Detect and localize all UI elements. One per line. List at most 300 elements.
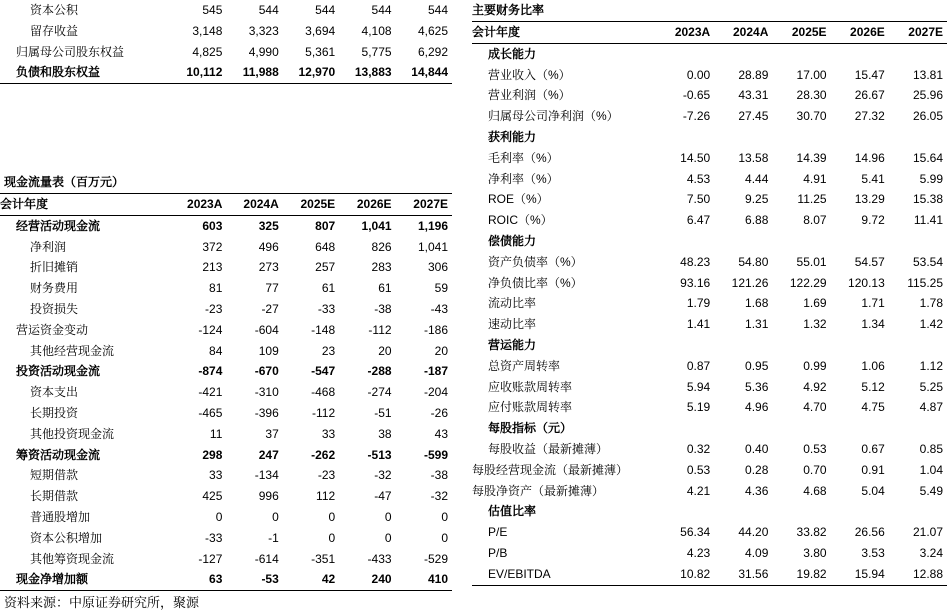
cell-value: 5.04 [861, 483, 885, 498]
cell-value: 2023A [170, 194, 226, 216]
row-label: 营业收入（%） [488, 67, 571, 82]
cell-value: 5.12 [861, 379, 885, 394]
cell-value [714, 127, 772, 148]
table-row [0, 507, 452, 528]
row-label: 其他投资现金流 [30, 426, 115, 441]
cell-value: 0 [384, 530, 392, 545]
cell-value: 2024A [714, 22, 772, 44]
cell-value [656, 231, 714, 252]
table-row [472, 418, 947, 439]
cell-value: 4.21 [686, 483, 711, 498]
table-row [472, 169, 947, 190]
table-row [472, 543, 947, 564]
cell-value: -38 [374, 301, 392, 316]
cell-value: 33 [321, 426, 336, 441]
row-label: 获利能力 [488, 129, 537, 144]
row-label: 每股经营现金流（最新摊薄） [472, 462, 629, 477]
cell-value: -33 [205, 530, 223, 545]
cell-value: 240 [339, 569, 395, 590]
cell-value: 122.29 [789, 275, 827, 290]
cell-value: 54.80 [738, 254, 769, 269]
cell-value: 109 [258, 343, 279, 358]
cell-value: 1.41 [686, 317, 711, 332]
cell-value: 14.50 [680, 150, 711, 165]
cell-value: 15.94 [831, 564, 889, 585]
cell-value: 0 [384, 509, 392, 524]
cell-value: -23 [205, 301, 223, 316]
table-row [472, 460, 947, 481]
table-row [0, 42, 452, 63]
cell-value: -7.26 [682, 109, 711, 124]
cell-value [889, 418, 947, 439]
row-label: 应付账款周转率 [488, 400, 573, 415]
cell-value: 61 [321, 281, 336, 296]
row-label: 会计年度 [472, 22, 656, 44]
cell-value: 28.30 [796, 88, 827, 103]
cell-value: -262 [311, 447, 336, 462]
cell-value: 0 [272, 509, 279, 524]
cell-value: 6.47 [686, 213, 711, 228]
cell-value: 4.44 [745, 171, 769, 186]
cell-value: -112 [312, 405, 336, 420]
cell-value: 9.25 [745, 192, 769, 207]
cell-value: -874 [198, 364, 223, 379]
table-row [472, 106, 947, 127]
cell-value: 4.68 [803, 483, 827, 498]
row-label: P/B [488, 545, 508, 560]
cell-value: -23 [317, 468, 336, 483]
cell-value: 4.91 [803, 171, 827, 186]
cell-value: -288 [367, 364, 392, 379]
cell-value: 3.53 [861, 545, 885, 560]
cell-value: 115.25 [907, 275, 943, 290]
table-header-row [472, 22, 947, 44]
cell-value [772, 43, 830, 64]
cell-value: 3,323 [248, 23, 279, 38]
cell-value: 5.41 [861, 171, 885, 186]
row-label: ROIC（%） [488, 213, 553, 228]
table-row [472, 189, 947, 210]
cell-value: 37 [265, 426, 279, 441]
cell-value: 112 [316, 489, 336, 504]
cell-value: 43.31 [738, 88, 769, 103]
row-label: 资本公积 [30, 3, 79, 17]
cell-value [772, 231, 830, 252]
cell-value: 54.57 [854, 254, 885, 269]
cell-value: 5,775 [361, 44, 392, 59]
row-label: 每股收益（最新摊薄） [488, 441, 609, 456]
cell-value: 33.82 [796, 525, 827, 540]
cell-value: 10,112 [170, 62, 226, 83]
table-row [472, 439, 947, 460]
table-row [0, 62, 452, 83]
cell-value: 0.85 [919, 441, 943, 456]
cell-value: 12.88 [889, 564, 947, 585]
row-label: 资产负债率（%） [488, 254, 583, 269]
cell-value: 0.67 [861, 441, 885, 456]
table-row [472, 564, 947, 585]
table-row [0, 341, 452, 362]
cell-value: 1.32 [803, 317, 827, 332]
cell-value: 0.40 [745, 441, 769, 456]
cell-value [656, 43, 714, 64]
table-row [0, 299, 452, 320]
cell-value: -27 [261, 301, 279, 316]
cell-value: 3,694 [305, 23, 336, 38]
cell-value: 26.05 [912, 109, 943, 124]
table-row [472, 314, 947, 335]
cell-value [831, 418, 889, 439]
table-row [472, 252, 947, 273]
cell-value: 20 [378, 343, 392, 358]
cell-value: 0 [328, 509, 336, 524]
cell-value: -124 [198, 322, 223, 337]
cell-value: 13.58 [738, 150, 769, 165]
cell-value: 1.12 [919, 358, 943, 373]
row-label: 负债和股东权益 [0, 62, 170, 83]
cell-value: 21.07 [912, 525, 943, 540]
row-label: 净利润 [30, 239, 67, 254]
cell-value: 1.71 [861, 296, 885, 311]
table-row [0, 424, 452, 445]
cell-value: -32 [374, 468, 392, 483]
cell-value: -43 [430, 301, 448, 316]
cell-value: 12,970 [283, 62, 339, 83]
cell-value: 120.13 [848, 275, 885, 290]
cell-value: 7.50 [686, 192, 711, 207]
cell-value: 42 [283, 569, 339, 590]
table-row [472, 43, 947, 64]
cell-value: 0.91 [861, 462, 885, 477]
cell-value: 544 [315, 3, 336, 17]
row-label: 应收账款周转率 [488, 379, 573, 394]
cell-value: 1,041 [361, 218, 392, 233]
cell-value: -421 [198, 385, 223, 400]
cell-value: 4.87 [919, 400, 943, 415]
cell-value: 4,825 [192, 44, 223, 59]
table-row [0, 237, 452, 258]
cell-value: 2025E [283, 194, 339, 216]
table-row [0, 320, 452, 341]
table-row [472, 273, 947, 294]
cell-value: 4.70 [803, 400, 827, 415]
cell-value: -465 [198, 405, 223, 420]
cell-value: -468 [311, 385, 336, 400]
cell-value: 30.70 [796, 109, 827, 124]
row-label: 每股净资产（最新摊薄） [472, 483, 605, 498]
table-row [472, 335, 947, 356]
table-header-row [0, 194, 452, 216]
cell-value: 306 [427, 260, 448, 275]
row-label: 每股指标（元） [488, 421, 573, 436]
cell-value: -547 [311, 364, 336, 379]
cell-value: -26 [430, 405, 448, 420]
cell-value: 14,844 [396, 62, 452, 83]
cashflow-table [0, 193, 452, 591]
table-row [0, 465, 452, 486]
cell-value: 4,108 [361, 23, 392, 38]
row-label: 折旧摊销 [30, 260, 79, 275]
table-row [472, 231, 947, 252]
cell-value: 44.20 [738, 525, 769, 540]
table-row [0, 215, 452, 236]
cell-value: 14.39 [796, 150, 827, 165]
cell-value: 5.19 [686, 400, 711, 415]
cell-value: 544 [427, 3, 448, 17]
cell-value: 273 [258, 260, 279, 275]
cell-value: -127 [198, 551, 223, 566]
cell-value: 13.29 [854, 192, 885, 207]
cell-value: 0 [441, 509, 448, 524]
cell-value: -599 [423, 447, 448, 462]
cell-value: 5,361 [305, 44, 336, 59]
table-row [472, 127, 947, 148]
cell-value: 3.80 [803, 545, 827, 560]
cell-value: 13,883 [339, 62, 395, 83]
cell-value [656, 418, 714, 439]
row-label: EV/EBITDA [472, 564, 656, 585]
cell-value: 0 [215, 509, 223, 524]
table-row [0, 21, 452, 42]
cell-value [656, 501, 714, 522]
table-row [0, 257, 452, 278]
cell-value: 8.07 [803, 213, 827, 228]
cell-value: 0.87 [686, 358, 711, 373]
row-label: 现金净增加额 [0, 569, 170, 590]
cell-value: -134 [254, 468, 279, 483]
cell-value: 1.42 [919, 317, 943, 332]
cell-value: 10.82 [656, 564, 714, 585]
cell-value: 0.53 [803, 441, 827, 456]
cell-value: 4.96 [745, 400, 769, 415]
cell-value: 1.69 [803, 296, 827, 311]
cell-value: -53 [226, 569, 282, 590]
cell-value: 61 [378, 281, 392, 296]
cell-value [772, 501, 830, 522]
row-label: 财务费用 [30, 281, 79, 296]
table-row [0, 445, 452, 466]
cell-value: 425 [202, 489, 223, 504]
cell-value [656, 127, 714, 148]
cell-value [831, 43, 889, 64]
cell-value [772, 335, 830, 356]
row-label: 营运能力 [488, 337, 537, 352]
row-label: 短期借款 [30, 468, 79, 483]
cell-value: 2025E [772, 22, 830, 44]
table-row [0, 486, 452, 507]
cell-value: 48.23 [680, 254, 711, 269]
table-row [0, 569, 452, 590]
cell-value: 826 [371, 239, 392, 254]
table-row [472, 85, 947, 106]
row-label: 资本公积增加 [30, 530, 103, 545]
cell-value: 2023A [656, 22, 714, 44]
row-label: 会计年度 [0, 194, 170, 216]
cell-value: 26.67 [854, 88, 885, 103]
cell-value: 648 [315, 239, 336, 254]
cell-value: 5.99 [919, 171, 943, 186]
cell-value [714, 231, 772, 252]
cell-value: 15.38 [912, 192, 943, 207]
cell-value: 0.32 [686, 441, 711, 456]
cell-value: 19.82 [772, 564, 830, 585]
cell-value [714, 501, 772, 522]
table-row [0, 549, 452, 570]
table-row [472, 522, 947, 543]
cell-value: 4,625 [417, 23, 448, 38]
cell-value: 15.47 [854, 67, 885, 82]
cell-value: 325 [258, 218, 279, 233]
cell-value: 1.34 [861, 317, 885, 332]
cashflow-title: 现金流量表（百万元） [4, 175, 125, 189]
row-label: 投资活动现金流 [16, 364, 101, 379]
cell-value: 1.68 [745, 296, 769, 311]
row-label: 长期投资 [30, 405, 79, 420]
cell-value: -204 [423, 385, 448, 400]
table-row [472, 148, 947, 169]
cell-value: 603 [202, 218, 223, 233]
cell-value: 544 [371, 3, 392, 17]
cell-value: 56.34 [680, 525, 711, 540]
cell-value: 63 [170, 569, 226, 590]
cell-value: -186 [423, 322, 448, 337]
row-label: 流动比率 [488, 296, 537, 311]
cell-value [831, 127, 889, 148]
cell-value [714, 335, 772, 356]
row-label: 普通股增加 [30, 509, 91, 524]
cell-value [772, 418, 830, 439]
cell-value: 0 [328, 530, 336, 545]
cell-value: -1 [268, 530, 279, 545]
table-row [472, 356, 947, 377]
cell-value: -148 [311, 322, 336, 337]
cell-value: 213 [202, 260, 223, 275]
cell-value: 3,148 [192, 23, 223, 38]
cell-value: 410 [396, 569, 452, 590]
cell-value: 121.26 [731, 275, 769, 290]
table-row [472, 481, 947, 502]
cell-value: 23 [321, 343, 336, 358]
cell-value: 14.96 [854, 150, 885, 165]
ratios-title: 主要财务比率 [472, 3, 545, 17]
cell-value [889, 335, 947, 356]
cell-value [889, 501, 947, 522]
cell-value: 1.31 [745, 317, 769, 332]
cell-value: -614 [254, 551, 279, 566]
row-label: P/E [488, 525, 508, 540]
row-label: 长期借款 [30, 489, 79, 504]
row-label: 资本支出 [30, 385, 79, 400]
cell-value [831, 335, 889, 356]
cell-value: -433 [367, 551, 392, 566]
cell-value: 0.53 [686, 462, 711, 477]
cell-value [889, 127, 947, 148]
table-row [0, 361, 452, 382]
cell-value: 807 [315, 218, 336, 233]
table-row [0, 382, 452, 403]
cell-value: 3.24 [919, 545, 943, 560]
cell-value: 59 [434, 281, 448, 296]
source-note: 资料来源：中原证券研究所，聚源 [4, 595, 200, 610]
cell-value: 1.78 [919, 296, 943, 311]
cell-value: 27.32 [854, 109, 885, 124]
cell-value: 11 [209, 426, 223, 441]
cell-value: 33 [209, 468, 223, 483]
table-row [472, 293, 947, 314]
cell-value: 4.09 [745, 545, 769, 560]
cell-value: 2027E [396, 194, 452, 216]
cell-value: -32 [430, 489, 448, 504]
cell-value: 0.28 [745, 462, 769, 477]
cell-value: 5.49 [919, 483, 943, 498]
cell-value [831, 231, 889, 252]
cell-value: 27.45 [738, 109, 769, 124]
row-label: 估值比率 [488, 504, 537, 519]
cell-value: 6.88 [745, 213, 769, 228]
table-row [472, 65, 947, 86]
cell-value: 4,990 [248, 44, 279, 59]
cell-value: -38 [430, 468, 448, 483]
table-row [0, 0, 452, 21]
row-label: 净负债比率（%） [488, 275, 583, 290]
cell-value: 1,041 [417, 239, 448, 254]
cell-value: 0.00 [686, 67, 711, 82]
row-label: 其他筹资现金流 [30, 551, 115, 566]
cell-value: 28.89 [738, 67, 769, 82]
row-label: 其他经营现金流 [30, 343, 115, 358]
row-label: 偿债能力 [488, 233, 537, 248]
cell-value: 545 [202, 3, 223, 17]
cell-value: 26.56 [854, 525, 885, 540]
cell-value: -513 [367, 447, 392, 462]
row-label: 毛利率（%） [488, 150, 559, 165]
cell-value: -47 [374, 489, 392, 504]
cell-value: 31.56 [714, 564, 772, 585]
row-label: 筹资活动现金流 [16, 447, 101, 462]
cell-value: 496 [258, 239, 279, 254]
cell-value: 0.99 [803, 358, 827, 373]
cell-value: -33 [317, 301, 336, 316]
cell-value: -112 [368, 322, 392, 337]
cell-value [831, 501, 889, 522]
cell-value: 9.72 [861, 213, 885, 228]
cell-value: 81 [209, 281, 223, 296]
row-label: 归属母公司股东权益 [16, 44, 125, 59]
cell-value: 15.64 [912, 150, 943, 165]
cell-value: -274 [367, 385, 392, 400]
cell-value: 1.04 [919, 462, 943, 477]
cell-value: 0.70 [803, 462, 827, 477]
cell-value: -187 [423, 364, 448, 379]
row-label: 总资产周转率 [488, 358, 561, 373]
cell-value: -351 [311, 551, 336, 566]
cell-value: -396 [254, 405, 279, 420]
cell-value: 84 [209, 343, 223, 358]
row-label: 经营活动现金流 [16, 218, 101, 233]
cell-value: -529 [423, 551, 448, 566]
cell-value: 0.95 [745, 358, 769, 373]
cell-value: 2024A [226, 194, 282, 216]
cell-value: 283 [371, 260, 392, 275]
cell-value: 4.36 [745, 483, 769, 498]
cell-value: 38 [378, 426, 392, 441]
cell-value: 4.53 [686, 171, 711, 186]
cell-value: 1.06 [861, 358, 885, 373]
row-label: 营业利润（%） [488, 88, 571, 103]
row-label: 投资损失 [30, 301, 79, 316]
cell-value: 0 [441, 530, 448, 545]
cell-value: 11.25 [797, 192, 827, 207]
